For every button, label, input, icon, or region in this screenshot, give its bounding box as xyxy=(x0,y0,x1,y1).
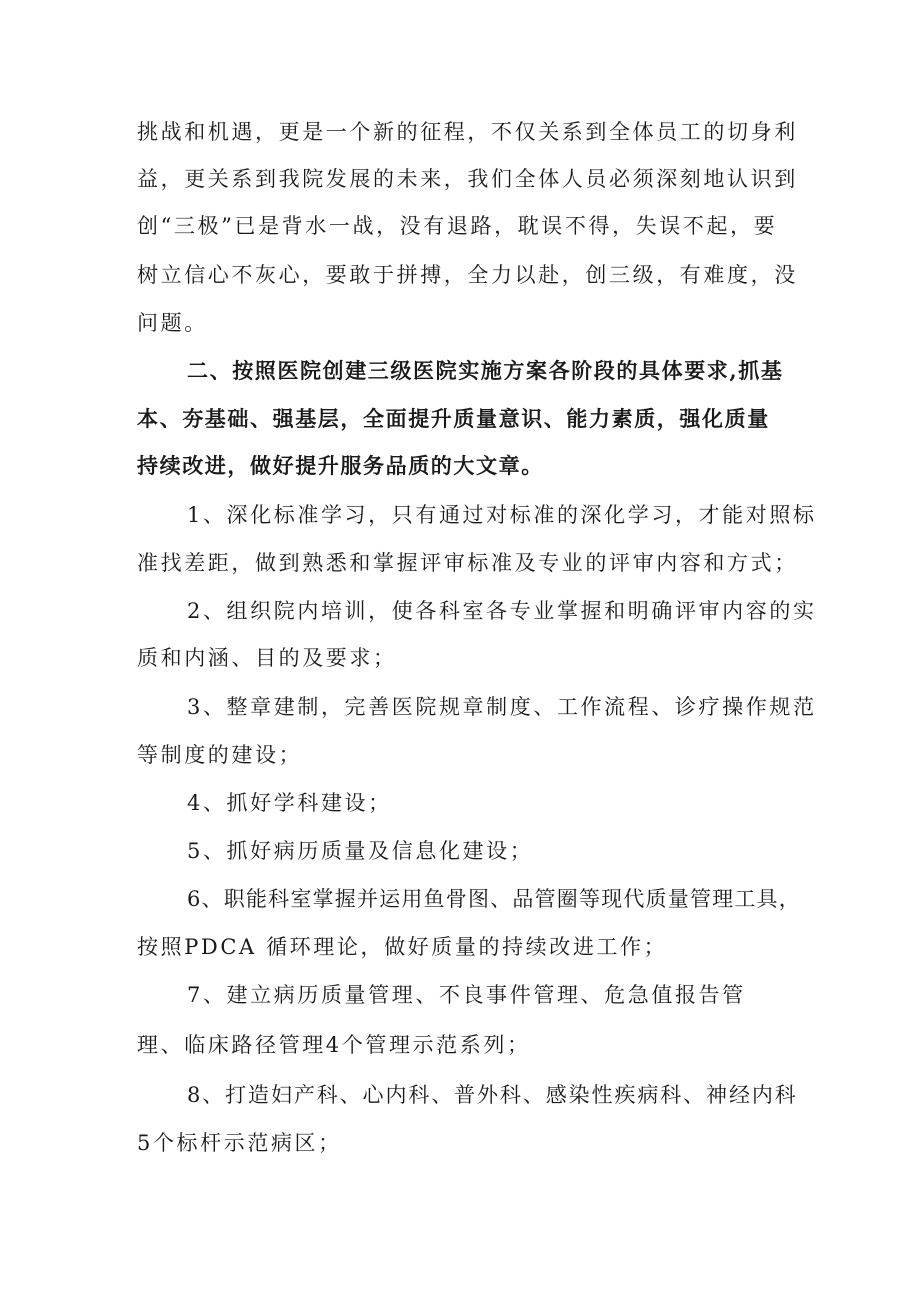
paragraph-line: 益，更关系到我院发展的未来，我们全体人员必须深刻地认识到 xyxy=(137,167,798,191)
list-item-line: 等制度的建设； xyxy=(137,743,303,767)
paragraph-line: 问题。 xyxy=(137,311,208,335)
list-item-line: 4、抓好学科建设； xyxy=(187,791,392,815)
list-item-line: 按照PDCA 循环理论，做好质量的持续改进工作； xyxy=(137,935,668,959)
paragraph-line: 创“三极”已是背水一战，没有退路，耽误不得，失误不起，要 xyxy=(137,214,778,238)
list-item-line: 准找差距，做到熟悉和掌握评审标准及专业的评审内容和方式； xyxy=(137,551,798,575)
list-item-line: 5、抓好病历质量及信息化建设； xyxy=(187,839,534,863)
list-item-line: 1、深化标准学习，只有通过对标准的深化学习，才能对照标 xyxy=(187,503,817,527)
paragraph-line: 树立信心不灰心，要敢于拼搏，全力以赴，创三级，有难度，没 xyxy=(137,263,798,287)
section-heading-line: 本、夯基础、强基层，全面提升质量意识、能力素质，强化质量 xyxy=(137,406,770,431)
list-item-line: 6、职能科室掌握并运用鱼骨图、品管圈等现代质量管理工具， xyxy=(187,887,801,911)
list-item-line: 7、建立病历质量管理、不良事件管理、危急值报告管 xyxy=(187,983,746,1007)
paragraph-line: 挑战和机遇，更是一个新的征程，不仅关系到全体员工的切身利 xyxy=(137,120,798,144)
section-heading-line: 二、按照医院创建三级医院实施方案各阶段的具体要求,抓基 xyxy=(187,358,784,383)
list-item-line: 质和内涵、目的及要求； xyxy=(137,646,397,670)
section-heading-line: 持续改进，做好提升服务品质的大文章。 xyxy=(137,453,544,478)
list-item-line: 2、组织院内培训，使各科室各专业掌握和明确评审内容的实 xyxy=(187,599,817,623)
list-item-line: 8、打造妇产科、心内科、普外科、感染性疾病科、神经内科 xyxy=(187,1083,798,1107)
list-item-line: 5个标杆示范病区； xyxy=(137,1131,342,1155)
list-item-line: 理、临床路径管理4个管理示范系列； xyxy=(137,1033,531,1057)
list-item-line: 3、整章建制，完善医院规章制度、工作流程、诊疗操作规范 xyxy=(187,695,817,719)
